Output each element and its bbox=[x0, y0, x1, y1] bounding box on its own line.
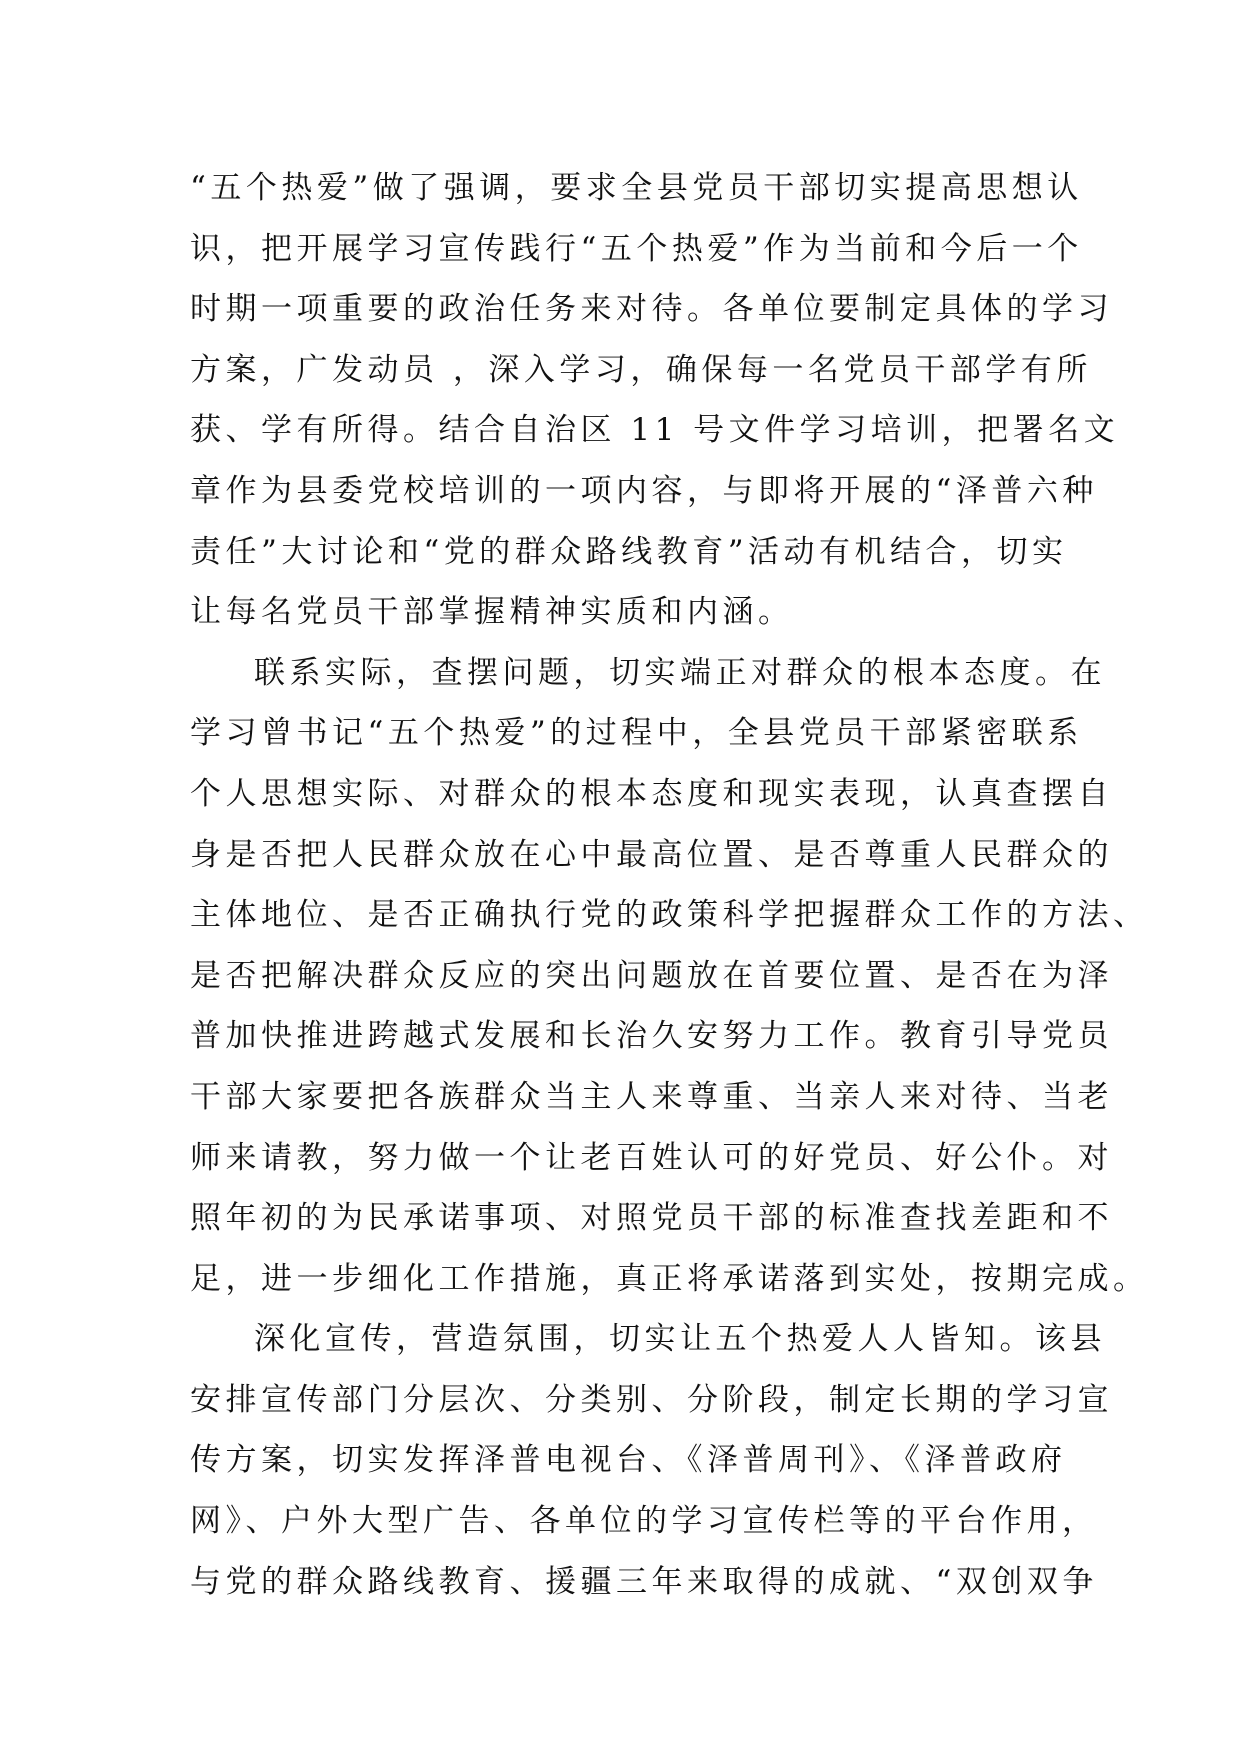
text-line: 个人思想实际、对群众的根本态度和现实表现，认真查摆自 bbox=[190, 775, 1113, 812]
text-line: 普加快推进跨越式发展和长治久安努力工作。教育引导党员 bbox=[190, 1018, 1113, 1055]
text-line: 照年初的为民承诺事项、对照党员干部的标准查找差距和不 bbox=[190, 1200, 1113, 1237]
document-body bbox=[190, 158, 1149, 1612]
text-line: 学习曾书记“五个热爱”的过程中，全县党员干部紧密联系 bbox=[190, 715, 1083, 752]
text-line: 安排宣传部门分层次、分类别、分阶段，制定长期的学习宣 bbox=[190, 1381, 1113, 1418]
text-line: 责任”大讨论和“党的群众路线教育”活动有机结合，切实 bbox=[190, 533, 1068, 570]
text-line: 章作为县委党校培训的一项内容，与即将开展的“泽普六种 bbox=[190, 472, 1098, 509]
paragraph-first-line: 联系实际，查摆问题，切实端正对群众的根本态度。在 bbox=[254, 654, 1106, 691]
text-line: 让每名党员干部掌握精神实质和内涵。 bbox=[190, 594, 794, 631]
text-line: “五个热爱”做了强调，要求全县党员干部切实提高思想认 bbox=[190, 170, 1083, 206]
text-line: 网》、户外大型广告、各单位的学习宣传栏等的平台作用， bbox=[190, 1503, 1098, 1540]
text-line: 与党的群众路线教育、援疆三年来取得的成就、“双创双争 bbox=[190, 1563, 1098, 1600]
text-line: 足，进一步细化工作措施，真正将承诺落到实处，按期完成。 bbox=[190, 1260, 1149, 1297]
text-line: 是否把解决群众反应的突出问题放在首要位置、是否在为泽 bbox=[190, 957, 1113, 994]
text-line: 干部大家要把各族群众当主人来尊重、当亲人来对待、当老 bbox=[190, 1078, 1113, 1115]
paragraph-first-line: 深化宣传，营造氛围，切实让五个热爱人人皆知。该县 bbox=[254, 1321, 1106, 1358]
text-line: 方案，广发动员 ，深入学习，确保每一名党员干部学有所 bbox=[190, 351, 1092, 388]
text-line: 获、学有所得。结合自治区 11 号文件学习培训，把署名文 bbox=[190, 412, 1120, 449]
text-line: 师来请教，努力做一个让老百姓认可的好党员、好公仆。对 bbox=[190, 1139, 1113, 1176]
text-line: 识，把开展学习宣传践行“五个热爱”作为当前和今后一个 bbox=[190, 230, 1083, 267]
text-line: 时期一项重要的政治任务来对待。各单位要制定具体的学习 bbox=[190, 291, 1113, 328]
text-line: 主体地位、是否正确执行党的政策科学把握群众工作的方法、 bbox=[190, 897, 1149, 934]
text-line: 传方案，切实发挥泽普电视台、《泽普周刊》、《泽普政府 bbox=[190, 1442, 1067, 1479]
text-line: 身是否把人民群众放在心中最高位置、是否尊重人民群众的 bbox=[190, 836, 1113, 873]
